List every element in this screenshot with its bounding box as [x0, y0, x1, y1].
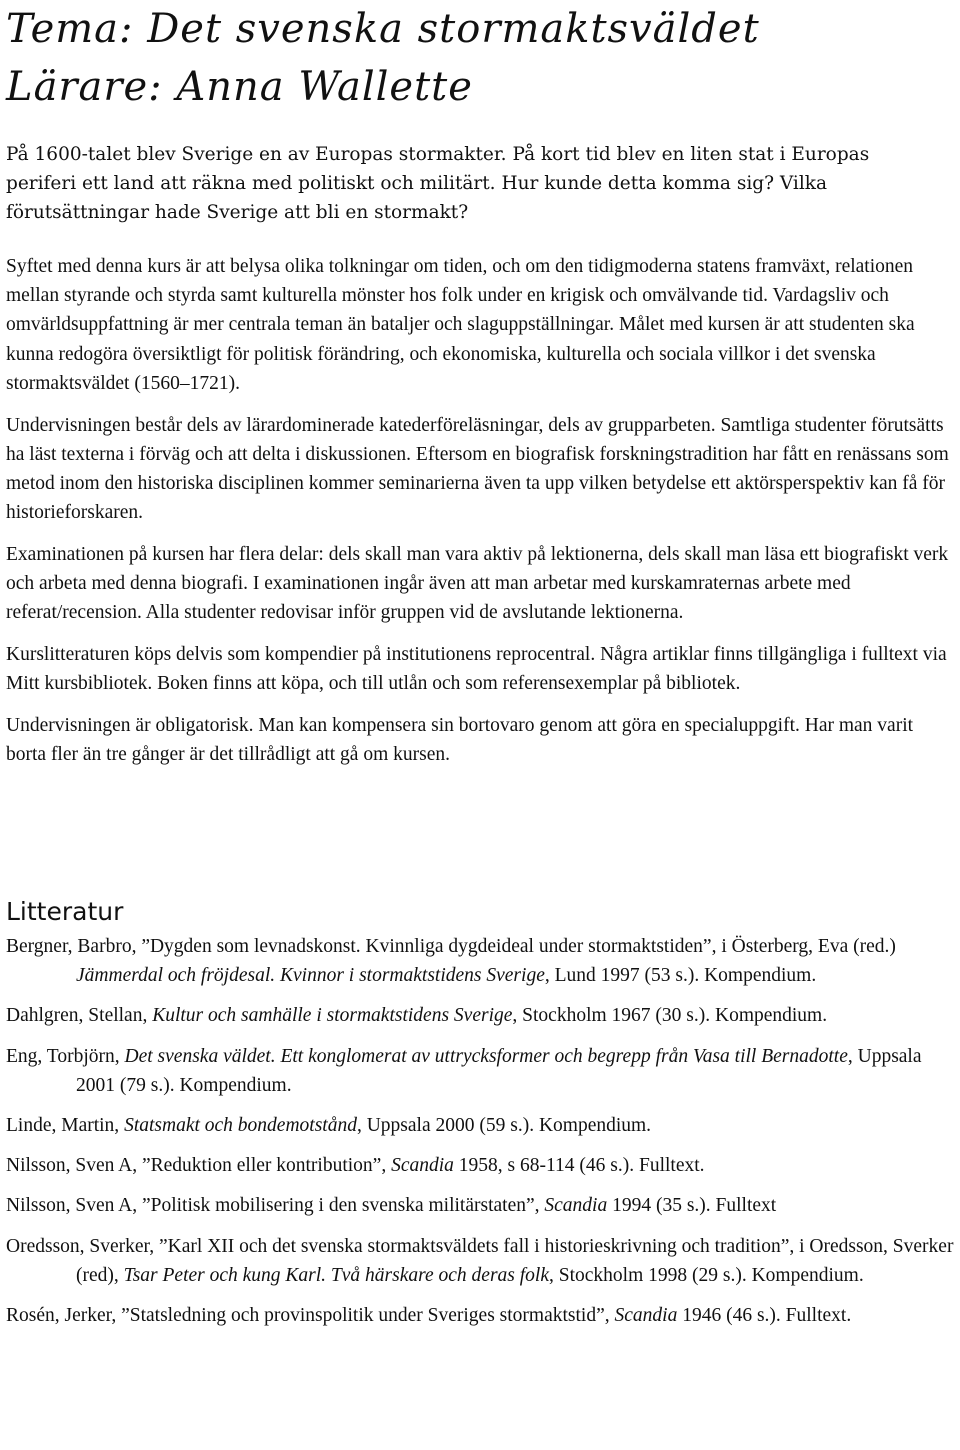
reference-item: Nilsson, Sven A, ”Reduktion eller kontribution”, Scandia 1958, s 68-114 (46 s.). Fulltext.: [6, 1155, 705, 1177]
intro-paragraph: På 1600-talet blev Sverige en av Europas stormakter. På kort tid blev en liten stat i Europas periferi ett land att räkna med politiskt och militärt. Hur kunde detta komma sig? Vilka förutsättningar hade Sverige att bli en stormakt?: [6, 144, 870, 223]
literature-heading: Litteratur: [6, 897, 124, 926]
paragraph-purpose: Syftet med denna kurs är att belysa olika tolkningar om tiden, och om den tidigmoderna statens framväxt, relationen mellan styrande och styrda samt kulturella mönster hos folk under en krigisk och omvälvande tid. Vardagsliv och omvärldsuppfattning är mer centrala teman än bataljer och slaguppställningar. Målet med kursen är att studenten ska kunna redogöra översiktligt för politisk förändring, och ekonomiska, kulturella och sociala villkor i det svenska stormaktsväldet (1560–1721).: [6, 256, 915, 394]
course-description: [6, 252, 956, 782]
paragraph-attendance: Undervisningen är obligatorisk. Man kan kompensera sin bortovaro genom att göra en specialuppgift. Har man varit borta fler än tre gånger är det tillrådligt att gå om kursen.: [6, 714, 914, 766]
reference-item: Dahlgren, Stellan, Kultur och samhälle i stormaktstidens Sverige, Stockholm 1967 (30 s.). Kompendium.: [6, 1005, 828, 1027]
paragraph-teaching: Undervisningen består dels av lärardominerade katederföreläsningar, dels av grupparbeten. Samtliga studenter förutsätts ha läst texterna i förväg och att delta i diskussionen. Eftersom en biografisk forskningstradition har fått en renässans som metod inom den historiska disciplinen kommer seminarierna även ta upp vilken betydelse ett aktörsperspektiv kan få för historieforskaren.: [6, 414, 949, 524]
reference-item: Linde, Martin, Statsmakt och bondemotstånd, Uppsala 2000 (59 s.). Kompendium.: [6, 1115, 652, 1137]
teacher-title: Lärare: Anna Wallette: [6, 64, 473, 110]
paragraph-literature-info: Kurslitteraturen köps delvis som kompendier på institutionens reprocentral. Några artiklar finns tillgängliga i fulltext via Mitt kursbibliotek. Boken finns att köpa, och till utlån och som referensexemplar på bibliotek.: [6, 643, 947, 695]
course-theme-title: Tema: Det svenska stormaktsväldet: [6, 6, 760, 52]
reference-item: Nilsson, Sven A, ”Politisk mobilisering i den svenska militärstaten”, Scandia 1994 (35 s.). Fulltext: [6, 1195, 777, 1217]
reference-item: Eng, Torbjörn, Det svenska väldet. Ett konglomerat av uttrycksformer och begrepp från Vasa till Bernadotte, Uppsala 2001 (79 s.). Kompendium.: [6, 1045, 922, 1096]
reference-item: Bergner, Barbro, ”Dygden som levnadskonst. Kvinnliga dygdeideal under stormaktstiden”, i Österberg, Eva (red.) Jämmerdal och fröjdesal. Kvinnor i stormaktstidens Sverige, Lund 1997 (53 s.). Kompendium.: [6, 936, 896, 987]
reference-item: Oredsson, Sverker, ”Karl XII och det svenska stormaktsväldets fall i historieskrivning och tradition”, i Oredsson, Sverker (red), Tsar Peter och kung Karl. Två härskare och deras folk, Stockholm 1998 (29 s.). Kompendium.: [6, 1235, 954, 1286]
paragraph-examination: Examinationen på kursen har flera delar: dels skall man vara aktiv på lektionerna, dels skall man läsa ett biografiskt verk och arbeta med denna biografi. I examinationen ingår även att man arbetar med kurskamraternas arbete med referat/recension. Alla studenter redovisar inför gruppen vid de avslutande lektionerna.: [6, 543, 949, 624]
reference-item: Rosén, Jerker, ”Statsledning och provinspolitik under Sveriges stormaktstid”, Scandia 1946 (46 s.). Fulltext.: [6, 1305, 852, 1327]
reference-list: [6, 932, 960, 1341]
title-block: [6, 0, 760, 116]
